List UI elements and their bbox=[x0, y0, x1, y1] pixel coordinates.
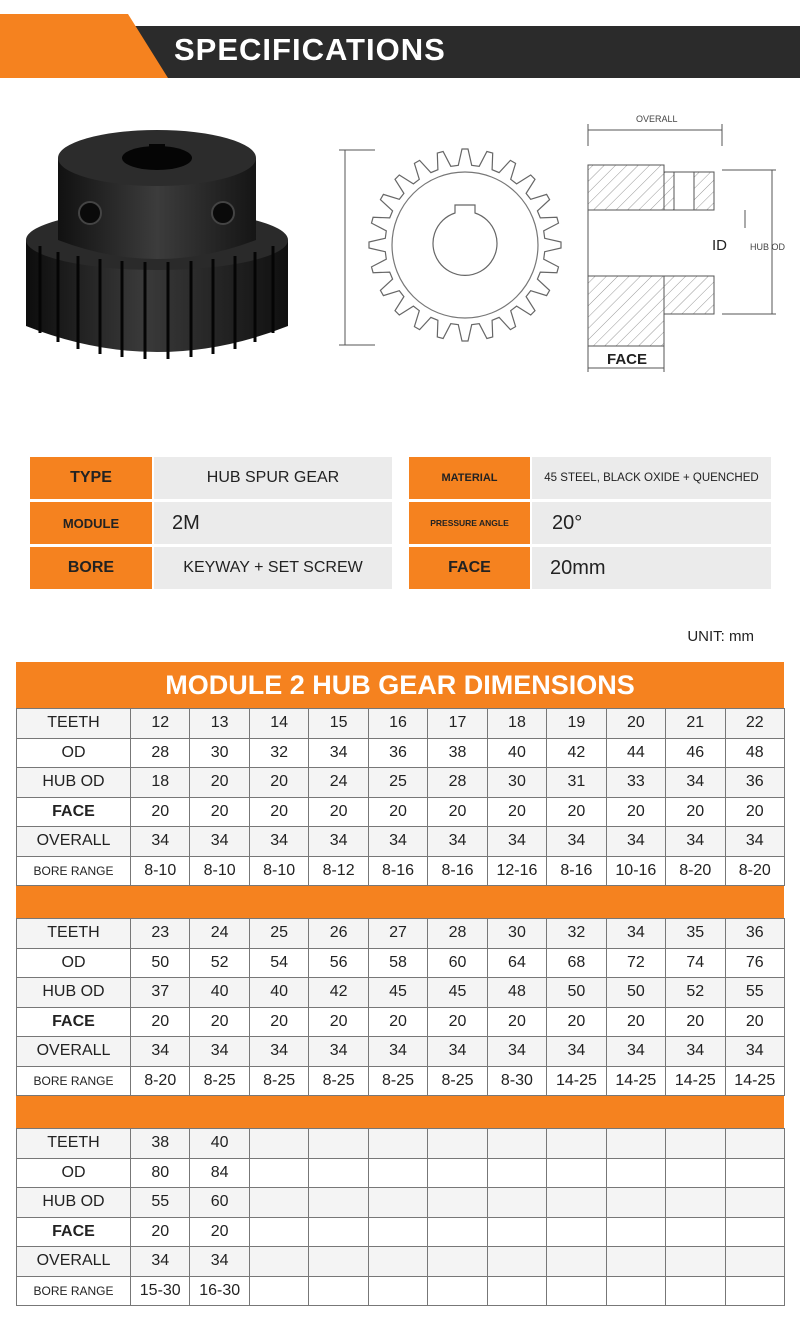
empty-cell bbox=[309, 1158, 368, 1188]
table-cell: 28 bbox=[428, 768, 487, 798]
table-row bbox=[17, 1007, 785, 1037]
empty-cell bbox=[606, 1217, 665, 1247]
table-cell: 38 bbox=[428, 738, 487, 768]
table-cell: 20 bbox=[606, 1007, 665, 1037]
empty-cell bbox=[368, 1217, 427, 1247]
dimensions-title: MODULE 2 HUB GEAR DIMENSIONS bbox=[16, 662, 784, 708]
table-cell: 36 bbox=[725, 768, 784, 798]
table-cell: 8-10 bbox=[249, 856, 308, 886]
table-row bbox=[17, 738, 785, 768]
table-cell: 18 bbox=[487, 709, 546, 739]
table-cell: 25 bbox=[368, 768, 427, 798]
table-cell: 23 bbox=[131, 919, 190, 949]
table-cell: 8-30 bbox=[487, 1066, 546, 1096]
gear-side-view-drawing bbox=[580, 110, 800, 385]
empty-cell bbox=[725, 1188, 784, 1218]
table-cell: 20 bbox=[666, 797, 725, 827]
row-label: OVERALL bbox=[17, 1247, 131, 1277]
empty-cell bbox=[428, 1276, 487, 1306]
table-cell: 28 bbox=[428, 919, 487, 949]
row-label: OD bbox=[17, 738, 131, 768]
table-cell: 34 bbox=[547, 1037, 606, 1067]
table-row bbox=[17, 1129, 785, 1159]
hub-od-dim-label: HUB OD bbox=[750, 242, 786, 252]
spec-row-material bbox=[409, 457, 771, 499]
empty-cell bbox=[309, 1247, 368, 1277]
table-row bbox=[17, 797, 785, 827]
empty-cell bbox=[309, 1129, 368, 1159]
table-cell: 34 bbox=[666, 768, 725, 798]
table-cell: 42 bbox=[309, 978, 368, 1008]
table-cell: 80 bbox=[131, 1158, 190, 1188]
table-cell: 48 bbox=[725, 738, 784, 768]
table-cell: 28 bbox=[131, 738, 190, 768]
table-cell: 34 bbox=[309, 827, 368, 857]
row-label: OVERALL bbox=[17, 827, 131, 857]
row-label: TEETH bbox=[17, 919, 131, 949]
empty-cell bbox=[606, 1247, 665, 1277]
table-cell: 34 bbox=[725, 827, 784, 857]
empty-cell bbox=[725, 1158, 784, 1188]
table-cell: 8-12 bbox=[309, 856, 368, 886]
table-cell: 8-25 bbox=[428, 1066, 487, 1096]
row-label: BORE RANGE bbox=[17, 1276, 131, 1306]
table-cell: 34 bbox=[547, 827, 606, 857]
empty-cell bbox=[249, 1217, 308, 1247]
table-cell: 36 bbox=[725, 919, 784, 949]
empty-cell bbox=[368, 1247, 427, 1277]
table-cell: 32 bbox=[547, 919, 606, 949]
empty-cell bbox=[249, 1247, 308, 1277]
face-dim-label: FACE bbox=[607, 351, 648, 368]
row-label: BORE RANGE bbox=[17, 856, 131, 886]
table-cell: 15-30 bbox=[131, 1276, 190, 1306]
empty-cell bbox=[487, 1129, 546, 1159]
table-cell: 34 bbox=[190, 1037, 249, 1067]
table-cell: 16 bbox=[368, 709, 427, 739]
table-cell: 20 bbox=[309, 1007, 368, 1037]
table-cell: 8-25 bbox=[309, 1066, 368, 1096]
spec-key: FACE bbox=[409, 547, 530, 589]
table-cell: 34 bbox=[606, 919, 665, 949]
table-cell: 54 bbox=[249, 948, 308, 978]
table-cell: 13 bbox=[190, 709, 249, 739]
table-cell: 34 bbox=[249, 1037, 308, 1067]
empty-cell bbox=[249, 1129, 308, 1159]
table-cell: 20 bbox=[487, 797, 546, 827]
unit-label: UNIT: mm bbox=[687, 628, 754, 645]
table-cell: 8-16 bbox=[547, 856, 606, 886]
empty-cell bbox=[547, 1247, 606, 1277]
row-label: TEETH bbox=[17, 1129, 131, 1159]
empty-cell bbox=[666, 1129, 725, 1159]
table-cell: 20 bbox=[190, 768, 249, 798]
table-cell: 55 bbox=[131, 1188, 190, 1218]
table-cell: 8-20 bbox=[666, 856, 725, 886]
empty-cell bbox=[428, 1158, 487, 1188]
table-cell: 19 bbox=[547, 709, 606, 739]
table-cell: 42 bbox=[547, 738, 606, 768]
table-cell: 20 bbox=[487, 1007, 546, 1037]
table-cell: 40 bbox=[190, 1129, 249, 1159]
table-cell: 18 bbox=[131, 768, 190, 798]
table-cell: 33 bbox=[606, 768, 665, 798]
table-cell: 25 bbox=[249, 919, 308, 949]
empty-cell bbox=[666, 1247, 725, 1277]
table-cell: 30 bbox=[487, 919, 546, 949]
table-cell: 56 bbox=[309, 948, 368, 978]
table-cell: 34 bbox=[309, 1037, 368, 1067]
dimensions-table-block-3 bbox=[16, 1128, 785, 1306]
table-cell: 22 bbox=[725, 709, 784, 739]
page-title: SPECIFICATIONS bbox=[174, 32, 446, 67]
spec-key: MATERIAL bbox=[409, 457, 530, 499]
table-cell: 58 bbox=[368, 948, 427, 978]
empty-cell bbox=[725, 1247, 784, 1277]
table-cell: 20 bbox=[666, 1007, 725, 1037]
table-cell: 36 bbox=[368, 738, 427, 768]
table-cell: 60 bbox=[428, 948, 487, 978]
table-row bbox=[17, 1217, 785, 1247]
table-cell: 32 bbox=[249, 738, 308, 768]
empty-cell bbox=[606, 1188, 665, 1218]
empty-cell bbox=[666, 1188, 725, 1218]
table-row bbox=[17, 1158, 785, 1188]
table-row bbox=[17, 827, 785, 857]
table-row bbox=[17, 978, 785, 1008]
table-cell: 50 bbox=[131, 948, 190, 978]
row-label: HUB OD bbox=[17, 978, 131, 1008]
table-cell: 20 bbox=[131, 1007, 190, 1037]
table-cell: 20 bbox=[547, 797, 606, 827]
table-row bbox=[17, 1066, 785, 1096]
block-separator bbox=[16, 1096, 784, 1128]
table-cell: 8-16 bbox=[368, 856, 427, 886]
row-label: HUB OD bbox=[17, 768, 131, 798]
table-cell: 20 bbox=[249, 768, 308, 798]
row-label: OD bbox=[17, 1158, 131, 1188]
table-cell: 48 bbox=[487, 978, 546, 1008]
empty-cell bbox=[309, 1188, 368, 1218]
table-row bbox=[17, 856, 785, 886]
table-cell: 37 bbox=[131, 978, 190, 1008]
spec-row-pressure-angle bbox=[409, 502, 771, 544]
table-cell: 35 bbox=[666, 919, 725, 949]
table-cell: 20 bbox=[368, 1007, 427, 1037]
empty-cell bbox=[368, 1276, 427, 1306]
table-cell: 52 bbox=[190, 948, 249, 978]
empty-cell bbox=[249, 1158, 308, 1188]
header-banner bbox=[0, 26, 800, 78]
empty-cell bbox=[487, 1188, 546, 1218]
table-cell: 34 bbox=[666, 1037, 725, 1067]
table-cell: 17 bbox=[428, 709, 487, 739]
empty-cell bbox=[606, 1276, 665, 1306]
table-cell: 34 bbox=[190, 1247, 249, 1277]
table-cell: 26 bbox=[309, 919, 368, 949]
table-cell: 50 bbox=[606, 978, 665, 1008]
table-cell: 20 bbox=[368, 797, 427, 827]
table-cell: 76 bbox=[725, 948, 784, 978]
table-row bbox=[17, 1037, 785, 1067]
table-cell: 14-25 bbox=[666, 1066, 725, 1096]
table-cell: 74 bbox=[666, 948, 725, 978]
table-cell: 34 bbox=[606, 1037, 665, 1067]
spec-value: 20mm bbox=[532, 547, 771, 589]
row-label: FACE bbox=[17, 797, 131, 827]
table-cell: 20 bbox=[428, 797, 487, 827]
table-cell: 8-20 bbox=[725, 856, 784, 886]
table-cell: 31 bbox=[547, 768, 606, 798]
table-cell: 8-20 bbox=[131, 1066, 190, 1096]
table-cell: 34 bbox=[249, 827, 308, 857]
table-cell: 24 bbox=[190, 919, 249, 949]
table-cell: 14 bbox=[249, 709, 308, 739]
empty-cell bbox=[547, 1129, 606, 1159]
table-row bbox=[17, 1276, 785, 1306]
table-cell: 8-10 bbox=[190, 856, 249, 886]
table-cell: 10-16 bbox=[606, 856, 665, 886]
empty-cell bbox=[666, 1276, 725, 1306]
table-cell: 27 bbox=[368, 919, 427, 949]
empty-cell bbox=[725, 1129, 784, 1159]
empty-cell bbox=[547, 1217, 606, 1247]
table-cell: 34 bbox=[487, 827, 546, 857]
empty-cell bbox=[368, 1158, 427, 1188]
empty-cell bbox=[606, 1158, 665, 1188]
table-cell: 34 bbox=[666, 827, 725, 857]
table-cell: 20 bbox=[309, 797, 368, 827]
table-cell: 30 bbox=[190, 738, 249, 768]
empty-cell bbox=[487, 1247, 546, 1277]
table-cell: 50 bbox=[547, 978, 606, 1008]
empty-cell bbox=[487, 1276, 546, 1306]
table-cell: 34 bbox=[190, 827, 249, 857]
empty-cell bbox=[428, 1247, 487, 1277]
row-label: FACE bbox=[17, 1007, 131, 1037]
table-cell: 34 bbox=[487, 1037, 546, 1067]
table-cell: 34 bbox=[428, 1037, 487, 1067]
table-cell: 8-25 bbox=[249, 1066, 308, 1096]
table-cell: 34 bbox=[368, 827, 427, 857]
table-cell: 16-30 bbox=[190, 1276, 249, 1306]
dimensions-table-block-2 bbox=[16, 918, 785, 1096]
table-cell: 44 bbox=[606, 738, 665, 768]
row-label: OD bbox=[17, 948, 131, 978]
table-cell: 20 bbox=[131, 797, 190, 827]
table-cell: 8-10 bbox=[131, 856, 190, 886]
table-cell: 34 bbox=[131, 1037, 190, 1067]
spec-key: MODULE bbox=[30, 502, 152, 544]
banner-orange-accent bbox=[0, 14, 168, 78]
spec-row-face bbox=[409, 547, 771, 589]
table-row bbox=[17, 709, 785, 739]
table-cell: 20 bbox=[606, 797, 665, 827]
row-label: HUB OD bbox=[17, 1188, 131, 1218]
table-cell: 20 bbox=[725, 1007, 784, 1037]
spec-value: HUB SPUR GEAR bbox=[154, 457, 392, 499]
empty-cell bbox=[547, 1188, 606, 1218]
table-cell: 45 bbox=[368, 978, 427, 1008]
empty-cell bbox=[487, 1158, 546, 1188]
table-cell: 45 bbox=[428, 978, 487, 1008]
table-cell: 30 bbox=[487, 768, 546, 798]
empty-cell bbox=[487, 1217, 546, 1247]
table-cell: 14-25 bbox=[606, 1066, 665, 1096]
table-cell: 40 bbox=[487, 738, 546, 768]
empty-cell bbox=[309, 1276, 368, 1306]
table-cell: 20 bbox=[725, 797, 784, 827]
table-cell: 8-16 bbox=[428, 856, 487, 886]
empty-cell bbox=[666, 1158, 725, 1188]
empty-cell bbox=[428, 1129, 487, 1159]
gear-front-view-drawing bbox=[335, 140, 567, 355]
empty-cell bbox=[249, 1276, 308, 1306]
table-cell: 20 bbox=[547, 1007, 606, 1037]
table-row bbox=[17, 948, 785, 978]
table-cell: 15 bbox=[309, 709, 368, 739]
table-cell: 20 bbox=[131, 1217, 190, 1247]
table-cell: 34 bbox=[131, 827, 190, 857]
table-cell: 72 bbox=[606, 948, 665, 978]
table-cell: 20 bbox=[190, 797, 249, 827]
table-cell: 20 bbox=[190, 1007, 249, 1037]
empty-cell bbox=[725, 1276, 784, 1306]
table-cell: 12 bbox=[131, 709, 190, 739]
table-cell: 55 bbox=[725, 978, 784, 1008]
table-cell: 46 bbox=[666, 738, 725, 768]
table-row bbox=[17, 1188, 785, 1218]
spec-value: KEYWAY + SET SCREW bbox=[154, 547, 392, 589]
spec-key: BORE bbox=[30, 547, 152, 589]
spec-row-module bbox=[30, 502, 392, 544]
table-cell: 20 bbox=[249, 797, 308, 827]
table-cell: 68 bbox=[547, 948, 606, 978]
empty-cell bbox=[368, 1129, 427, 1159]
spec-value: 2M bbox=[154, 502, 392, 544]
gear-photo bbox=[18, 128, 296, 378]
table-cell: 12-16 bbox=[487, 856, 546, 886]
block-separator bbox=[16, 886, 784, 918]
table-cell: 34 bbox=[131, 1247, 190, 1277]
table-cell: 20 bbox=[249, 1007, 308, 1037]
empty-cell bbox=[666, 1217, 725, 1247]
table-cell: 60 bbox=[190, 1188, 249, 1218]
empty-cell bbox=[606, 1129, 665, 1159]
table-cell: 34 bbox=[368, 1037, 427, 1067]
row-label: TEETH bbox=[17, 709, 131, 739]
table-cell: 8-25 bbox=[368, 1066, 427, 1096]
spec-row-type bbox=[30, 457, 392, 499]
overall-dim-label: OVERALL bbox=[636, 114, 678, 124]
figures-row bbox=[0, 110, 800, 400]
empty-cell bbox=[428, 1188, 487, 1218]
table-cell: 34 bbox=[606, 827, 665, 857]
table-cell: 64 bbox=[487, 948, 546, 978]
spec-key: TYPE bbox=[30, 457, 152, 499]
spec-value: 20° bbox=[532, 502, 771, 544]
table-cell: 34 bbox=[725, 1037, 784, 1067]
table-cell: 40 bbox=[190, 978, 249, 1008]
table-cell: 21 bbox=[666, 709, 725, 739]
table-row bbox=[17, 768, 785, 798]
table-cell: 34 bbox=[428, 827, 487, 857]
spec-key: PRESSURE ANGLE bbox=[409, 502, 530, 544]
table-row bbox=[17, 919, 785, 949]
table-cell: 20 bbox=[606, 709, 665, 739]
table-cell: 14-25 bbox=[725, 1066, 784, 1096]
empty-cell bbox=[428, 1217, 487, 1247]
table-cell: 40 bbox=[249, 978, 308, 1008]
table-cell: 24 bbox=[309, 768, 368, 798]
table-cell: 8-25 bbox=[190, 1066, 249, 1096]
table-cell: 84 bbox=[190, 1158, 249, 1188]
table-cell: 20 bbox=[190, 1217, 249, 1247]
dimensions-table-block-1 bbox=[16, 708, 785, 886]
empty-cell bbox=[309, 1217, 368, 1247]
id-dim-label: ID bbox=[712, 237, 727, 254]
table-cell: 14-25 bbox=[547, 1066, 606, 1096]
empty-cell bbox=[249, 1188, 308, 1218]
table-cell: 38 bbox=[131, 1129, 190, 1159]
row-label: FACE bbox=[17, 1217, 131, 1247]
empty-cell bbox=[368, 1188, 427, 1218]
table-row bbox=[17, 1247, 785, 1277]
empty-cell bbox=[547, 1158, 606, 1188]
row-label: BORE RANGE bbox=[17, 1066, 131, 1096]
spec-row-bore bbox=[30, 547, 392, 589]
table-cell: 20 bbox=[428, 1007, 487, 1037]
empty-cell bbox=[547, 1276, 606, 1306]
empty-cell bbox=[725, 1217, 784, 1247]
row-label: OVERALL bbox=[17, 1037, 131, 1067]
table-cell: 34 bbox=[309, 738, 368, 768]
spec-value: 45 STEEL, BLACK OXIDE + QUENCHED bbox=[532, 457, 771, 499]
table-cell: 52 bbox=[666, 978, 725, 1008]
